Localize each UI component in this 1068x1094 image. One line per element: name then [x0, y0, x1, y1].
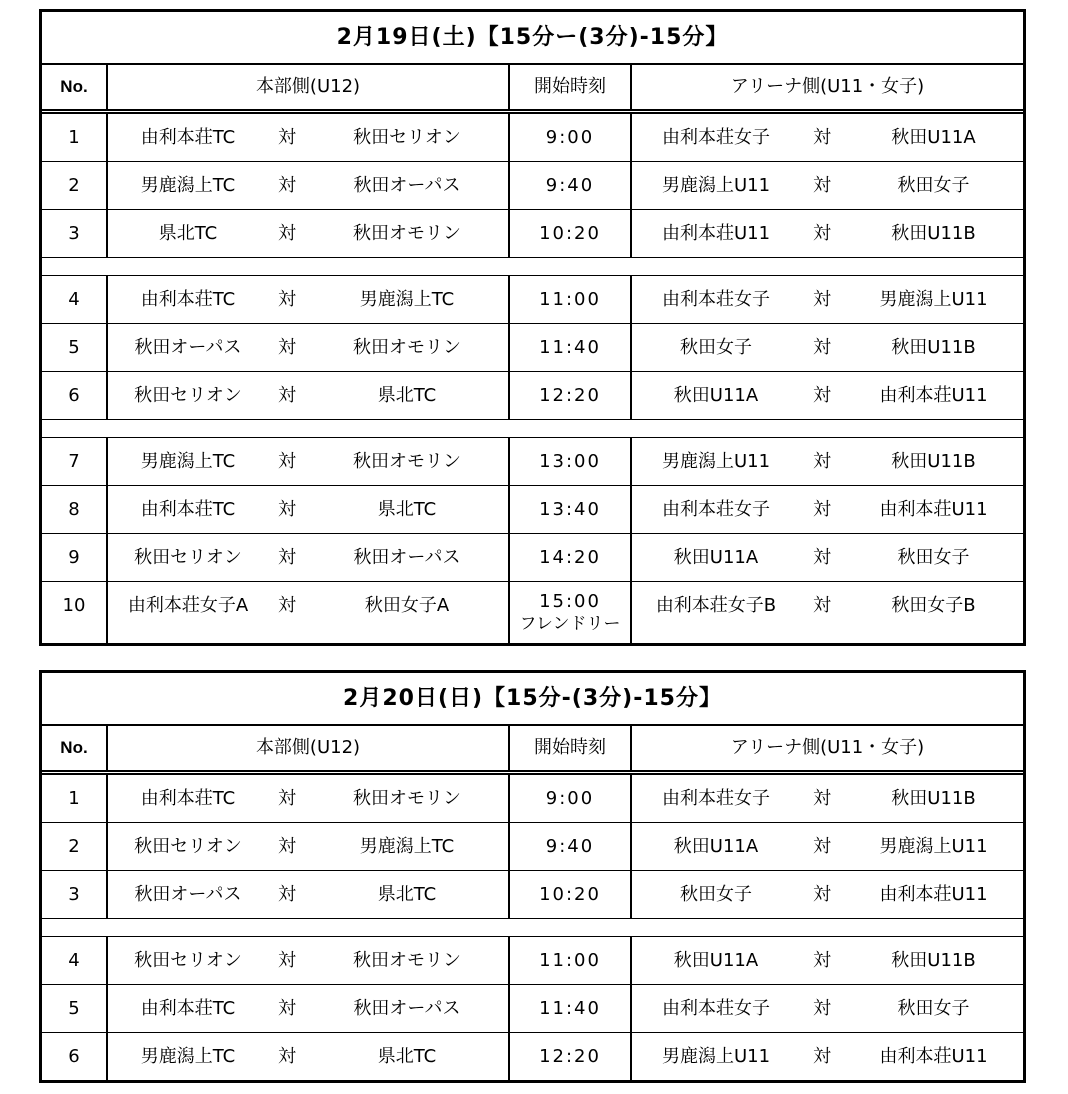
arena-court-match — [632, 486, 1023, 533]
header-no: No. — [42, 726, 108, 770]
home-team-b: 秋田オモリン — [353, 337, 461, 358]
start-time: 11:40 — [510, 985, 632, 1032]
versus-label: 対 — [813, 1046, 831, 1067]
home-court-match — [108, 534, 510, 581]
match-row — [42, 372, 1023, 420]
home-team-b: 秋田オーパス — [353, 175, 461, 196]
versus-label: 対 — [813, 451, 831, 472]
schedule-body — [42, 775, 1023, 1080]
match-number: 6 — [42, 1033, 108, 1080]
home-court-match — [108, 372, 510, 419]
header-arena: アリーナ側(U11・女子) — [730, 737, 925, 758]
start-time: 12:20 — [510, 1033, 632, 1080]
versus-label: 対 — [278, 223, 296, 244]
start-time: 9:40 — [510, 823, 632, 870]
home-team-a: 由利本荘TC — [140, 998, 236, 1019]
versus-label: 対 — [813, 950, 831, 971]
home-team-a: 由利本荘TC — [140, 289, 236, 310]
home-team-a: 男鹿潟上TC — [140, 451, 236, 472]
home-court-match — [108, 276, 510, 323]
match-row — [42, 985, 1023, 1033]
versus-label: 対 — [278, 836, 296, 857]
start-time: 10:20 — [510, 871, 632, 918]
start-time: 14:20 — [510, 534, 632, 581]
versus-label: 対 — [813, 223, 831, 244]
home-team-a: 由利本荘TC — [140, 788, 236, 809]
schedule-day1 — [39, 9, 1026, 646]
match-number: 6 — [42, 372, 108, 419]
versus-label: 対 — [813, 175, 831, 196]
arena-team-a: 秋田U11A — [673, 385, 759, 406]
arena-court-match — [632, 210, 1023, 257]
break-spacer — [42, 258, 1023, 276]
versus-label: 対 — [278, 127, 296, 148]
match-number: 1 — [42, 114, 108, 161]
versus-label: 対 — [813, 998, 831, 1019]
header-home: 本部側(U12) — [108, 65, 510, 109]
start-time: 13:00 — [510, 438, 632, 485]
home-team-b: 県北TC — [377, 385, 437, 406]
arena-court-match — [632, 276, 1023, 323]
home-team-b: 県北TC — [377, 499, 437, 520]
home-court-match — [108, 1033, 510, 1080]
versus-label: 対 — [278, 998, 296, 1019]
versus-label: 対 — [278, 499, 296, 520]
arena-team-b: 秋田女子 — [897, 547, 970, 568]
home-team-b: 秋田オモリン — [353, 788, 461, 809]
match-number: 3 — [42, 871, 108, 918]
arena-team-b: 由利本荘U11 — [879, 884, 988, 905]
start-time: 9:00 — [510, 114, 632, 161]
arena-team-b: 秋田U11B — [891, 950, 976, 971]
versus-label: 対 — [278, 451, 296, 472]
home-team-b: 県北TC — [377, 884, 437, 905]
arena-team-b: 秋田女子 — [897, 175, 970, 196]
versus-label: 対 — [813, 836, 831, 857]
match-row — [42, 210, 1023, 258]
arena-team-a: 由利本荘女子B — [655, 595, 777, 616]
match-number: 2 — [42, 162, 108, 209]
arena-team-b: 秋田女子 — [897, 998, 970, 1019]
header-row — [42, 65, 1023, 114]
home-team-b: 秋田オーパス — [353, 998, 461, 1019]
arena-court-match — [632, 823, 1023, 870]
match-row — [42, 775, 1023, 823]
match-row — [42, 324, 1023, 372]
versus-label: 対 — [813, 499, 831, 520]
arena-team-a: 由利本荘女子 — [662, 289, 770, 310]
start-time: 9:40 — [510, 162, 632, 209]
versus-label: 対 — [813, 547, 831, 568]
match-number: 5 — [42, 324, 108, 371]
home-team-a: 秋田セリオン — [134, 547, 242, 568]
home-court-match — [108, 937, 510, 984]
match-number: 5 — [42, 985, 108, 1032]
arena-team-a: 秋田女子 — [680, 337, 752, 358]
header-time: 開始時刻 — [510, 65, 632, 109]
match-number: 7 — [42, 438, 108, 485]
arena-team-a: 男鹿潟上U11 — [661, 1046, 771, 1067]
schedule-title: 2月19日(土)【15分ー(3分)-15分】 — [42, 12, 1023, 65]
match-row — [42, 162, 1023, 210]
home-team-b: 男鹿潟上TC — [359, 289, 455, 310]
arena-team-a: 秋田U11A — [673, 547, 759, 568]
header-row — [42, 726, 1023, 775]
arena-court-match — [632, 937, 1023, 984]
versus-label: 対 — [813, 385, 831, 406]
home-court-match — [108, 985, 510, 1032]
arena-team-b: 由利本荘U11 — [879, 499, 988, 520]
schedule-body — [42, 114, 1023, 643]
home-court-match — [108, 582, 510, 643]
arena-team-a: 由利本荘U11 — [661, 223, 771, 244]
versus-label: 対 — [278, 547, 296, 568]
home-court-match — [108, 114, 510, 161]
arena-team-a: 男鹿潟上U11 — [661, 451, 771, 472]
versus-label: 対 — [813, 788, 831, 809]
versus-label: 対 — [278, 950, 296, 971]
arena-team-a: 由利本荘女子 — [662, 788, 770, 809]
arena-team-b: 男鹿潟上U11 — [879, 836, 988, 857]
arena-court-match — [632, 582, 1023, 643]
match-row — [42, 276, 1023, 324]
match-row — [42, 871, 1023, 919]
arena-team-b: 秋田U11A — [891, 127, 976, 148]
match-row — [42, 486, 1023, 534]
break-spacer — [42, 919, 1023, 937]
arena-team-a: 由利本荘女子 — [662, 998, 770, 1019]
match-number: 1 — [42, 775, 108, 822]
home-team-b: 秋田オモリン — [353, 451, 461, 472]
match-number: 10 — [42, 582, 108, 643]
match-row — [42, 114, 1023, 162]
versus-label: 対 — [813, 884, 831, 905]
home-team-a: 由利本荘TC — [140, 127, 236, 148]
home-team-b: 秋田女子A — [364, 595, 450, 616]
home-court-match — [108, 438, 510, 485]
arena-team-b: 男鹿潟上U11 — [879, 289, 988, 310]
home-team-b: 男鹿潟上TC — [359, 836, 455, 857]
home-team-a: 由利本荘女子A — [127, 595, 249, 616]
arena-team-a: 由利本荘女子 — [662, 127, 770, 148]
home-court-match — [108, 324, 510, 371]
versus-label: 対 — [278, 337, 296, 358]
arena-team-a: 秋田U11A — [673, 836, 759, 857]
arena-team-a: 由利本荘女子 — [662, 499, 770, 520]
start-time: 10:20 — [510, 210, 632, 257]
friendly-note: フレンドリー — [519, 613, 621, 634]
arena-court-match — [632, 775, 1023, 822]
home-team-b: 秋田オーパス — [353, 547, 461, 568]
schedule-title: 2月20日(日)【15分-(3分)-15分】 — [42, 673, 1023, 726]
arena-team-a: 秋田U11A — [673, 950, 759, 971]
arena-court-match — [632, 534, 1023, 581]
match-number: 9 — [42, 534, 108, 581]
start-time: 15:00 — [539, 590, 601, 612]
versus-label: 対 — [278, 788, 296, 809]
versus-label: 対 — [813, 127, 831, 148]
home-court-match — [108, 210, 510, 257]
arena-team-a: 男鹿潟上U11 — [661, 175, 771, 196]
match-number: 2 — [42, 823, 108, 870]
start-time: 11:40 — [510, 324, 632, 371]
start-time: 13:40 — [510, 486, 632, 533]
versus-label: 対 — [278, 595, 296, 616]
home-team-b: 県北TC — [377, 1046, 437, 1067]
match-row — [42, 582, 1023, 643]
header-no: No. — [42, 65, 108, 109]
home-team-b: 秋田オモリン — [353, 950, 461, 971]
home-court-match — [108, 823, 510, 870]
schedule-day2 — [39, 670, 1026, 1083]
arena-team-b: 由利本荘U11 — [879, 385, 988, 406]
arena-team-b: 秋田U11B — [891, 223, 976, 244]
arena-court-match — [632, 324, 1023, 371]
arena-court-match — [632, 114, 1023, 161]
header-time: 開始時刻 — [510, 726, 632, 770]
arena-team-b: 由利本荘U11 — [879, 1046, 988, 1067]
arena-court-match — [632, 1033, 1023, 1080]
match-row — [42, 823, 1023, 871]
arena-team-a: 秋田女子 — [680, 884, 752, 905]
home-team-a: 男鹿潟上TC — [140, 1046, 236, 1067]
versus-label: 対 — [278, 385, 296, 406]
home-team-a: 由利本荘TC — [140, 499, 236, 520]
start-time: 11:00 — [510, 276, 632, 323]
home-team-b: 秋田オモリン — [353, 223, 461, 244]
match-row — [42, 534, 1023, 582]
match-number: 8 — [42, 486, 108, 533]
match-row — [42, 438, 1023, 486]
home-team-b: 秋田セリオン — [353, 127, 461, 148]
versus-label: 対 — [813, 289, 831, 310]
arena-team-b: 秋田U11B — [891, 451, 976, 472]
home-team-a: 秋田オーパス — [134, 884, 242, 905]
home-team-a: 秋田セリオン — [134, 385, 242, 406]
versus-label: 対 — [278, 1046, 296, 1067]
start-time: 12:20 — [510, 372, 632, 419]
home-team-a: 秋田セリオン — [134, 950, 242, 971]
versus-label: 対 — [278, 884, 296, 905]
versus-label: 対 — [813, 595, 831, 616]
versus-label: 対 — [278, 175, 296, 196]
arena-court-match — [632, 372, 1023, 419]
home-court-match — [108, 486, 510, 533]
home-team-a: 秋田オーパス — [134, 337, 242, 358]
arena-team-b: 秋田女子B — [891, 595, 976, 616]
home-court-match — [108, 871, 510, 918]
match-row — [42, 937, 1023, 985]
header-arena: アリーナ側(U11・女子) — [730, 76, 925, 97]
home-team-a: 男鹿潟上TC — [140, 175, 236, 196]
arena-court-match — [632, 162, 1023, 209]
start-time-cell — [510, 582, 632, 643]
match-row — [42, 1033, 1023, 1080]
home-team-a: 県北TC — [158, 223, 218, 244]
home-team-a: 秋田セリオン — [134, 836, 242, 857]
match-number: 3 — [42, 210, 108, 257]
start-time: 11:00 — [510, 937, 632, 984]
home-court-match — [108, 162, 510, 209]
start-time: 9:00 — [510, 775, 632, 822]
arena-court-match — [632, 438, 1023, 485]
match-number: 4 — [42, 937, 108, 984]
arena-court-match — [632, 985, 1023, 1032]
home-court-match — [108, 775, 510, 822]
versus-label: 対 — [813, 337, 831, 358]
header-home: 本部側(U12) — [108, 726, 510, 770]
arena-team-b: 秋田U11B — [891, 788, 976, 809]
versus-label: 対 — [278, 289, 296, 310]
match-number: 4 — [42, 276, 108, 323]
arena-team-b: 秋田U11B — [891, 337, 976, 358]
arena-court-match — [632, 871, 1023, 918]
break-spacer — [42, 420, 1023, 438]
